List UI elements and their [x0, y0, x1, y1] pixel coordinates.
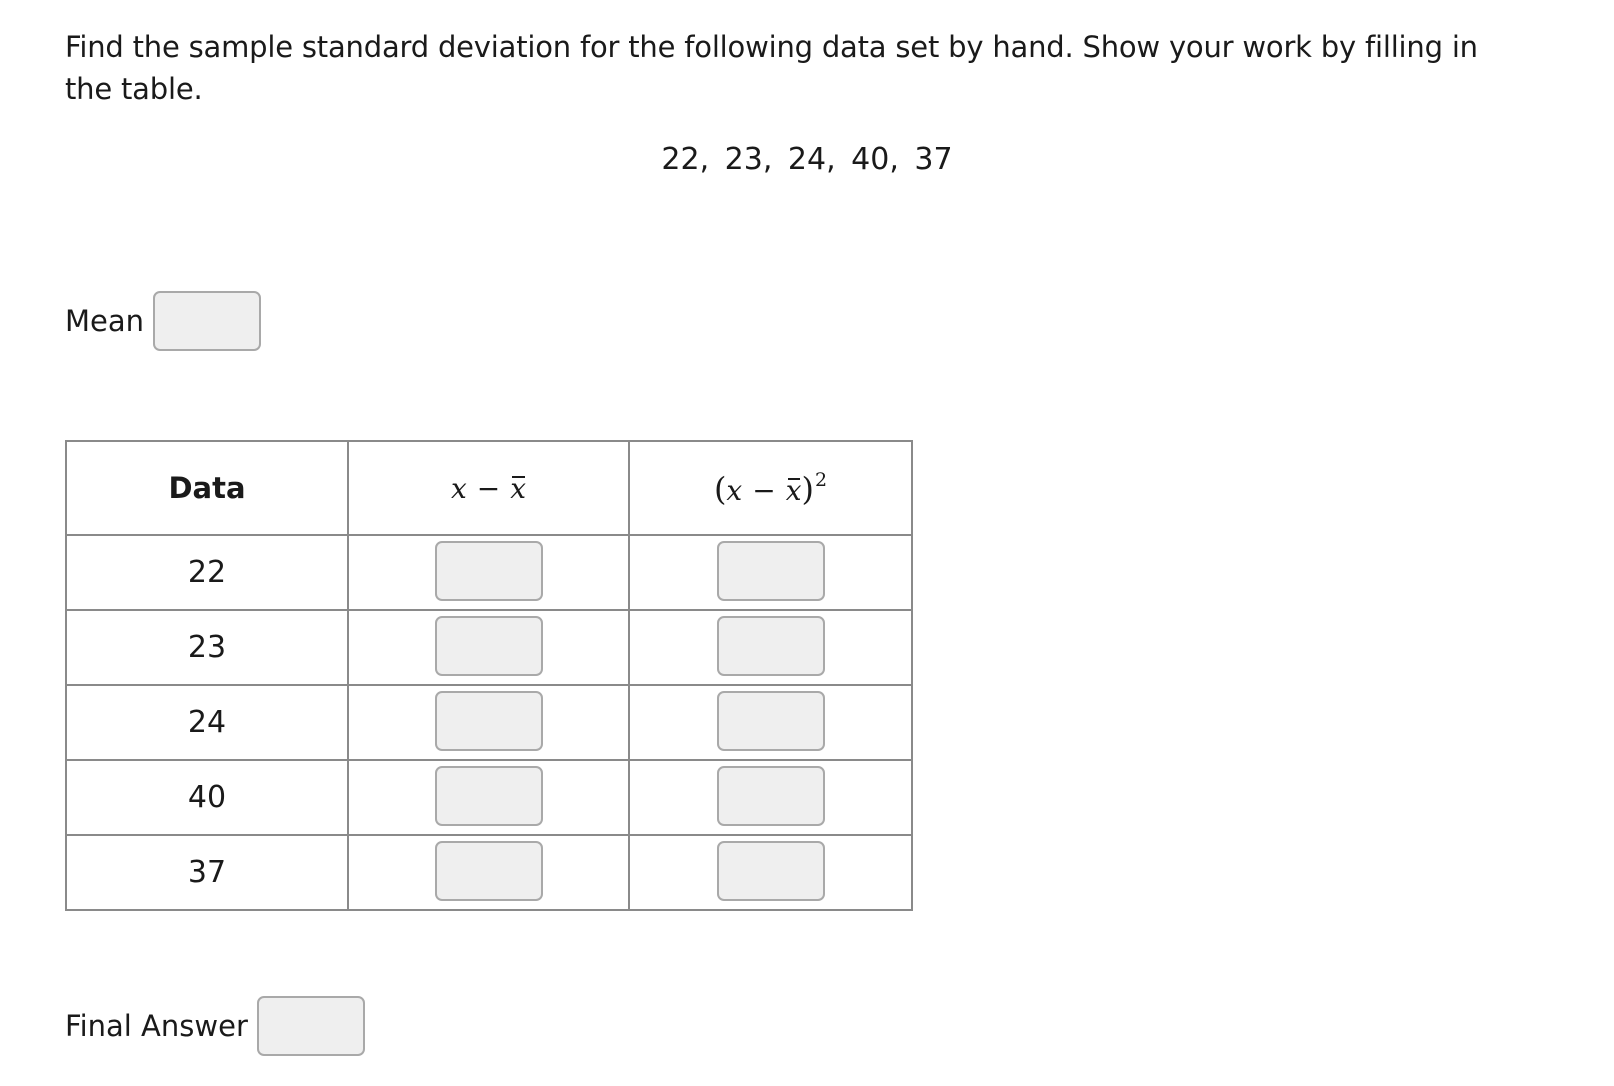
data-value: 24 — [66, 685, 348, 760]
work-table — [65, 440, 913, 911]
formula-exponent: 2 — [814, 468, 828, 491]
deviation-cell — [348, 610, 629, 685]
formula-open-paren: ( — [713, 469, 727, 508]
squared-cell — [629, 835, 912, 910]
deviation-cell — [348, 835, 629, 910]
squared-deviation-input[interactable] — [717, 841, 825, 901]
header-deviation — [348, 441, 629, 535]
deviation-cell — [348, 685, 629, 760]
final-answer-label: Final Answer — [65, 1009, 248, 1043]
header-squared-deviation — [629, 441, 912, 535]
formula-xbar: x — [785, 473, 802, 507]
deviation-input[interactable] — [435, 541, 543, 601]
squared-deviation-input[interactable] — [717, 766, 825, 826]
question-prompt: Find the sample standard deviation for the following data set by hand. Show your work by filling in the table. — [65, 30, 1478, 106]
squared-deviation-input[interactable] — [717, 691, 825, 751]
squared-cell — [629, 535, 912, 610]
formula-close-paren: ) — [801, 469, 814, 508]
table-row — [66, 760, 912, 835]
mean-row — [65, 291, 261, 351]
data-value: 37 — [66, 835, 348, 910]
squared-cell — [629, 610, 912, 685]
deviation-input[interactable] — [435, 691, 543, 751]
deviation-input[interactable] — [435, 616, 543, 676]
deviation-input[interactable] — [435, 766, 543, 826]
final-answer-row — [65, 996, 365, 1056]
data-value: 23 — [66, 610, 348, 685]
formula-xbar: x — [510, 471, 527, 505]
table-row — [66, 685, 912, 760]
squared-deviation-input[interactable] — [717, 616, 825, 676]
deviation-formula — [451, 472, 526, 505]
deviation-input[interactable] — [435, 841, 543, 901]
deviation-cell — [348, 535, 629, 610]
squared-cell — [629, 685, 912, 760]
squared-deviation-formula — [713, 468, 828, 508]
formula-x: x — [450, 471, 467, 505]
mean-input[interactable] — [153, 291, 261, 351]
final-answer-input[interactable] — [257, 996, 365, 1056]
formula-minus: − — [476, 471, 501, 505]
squared-cell — [629, 760, 912, 835]
squared-deviation-input[interactable] — [717, 541, 825, 601]
table-row — [66, 610, 912, 685]
mean-label: Mean — [65, 304, 145, 338]
formula-minus: − — [752, 473, 776, 507]
data-value: 40 — [66, 760, 348, 835]
header-data: Data — [66, 441, 348, 535]
data-set-values: 22, 23, 24, 40, 37 — [661, 142, 953, 177]
deviation-cell — [348, 760, 629, 835]
table-row — [66, 535, 912, 610]
table-header-row — [66, 441, 912, 535]
table-row — [66, 835, 912, 910]
formula-x: x — [726, 473, 743, 507]
data-value: 22 — [66, 535, 348, 610]
